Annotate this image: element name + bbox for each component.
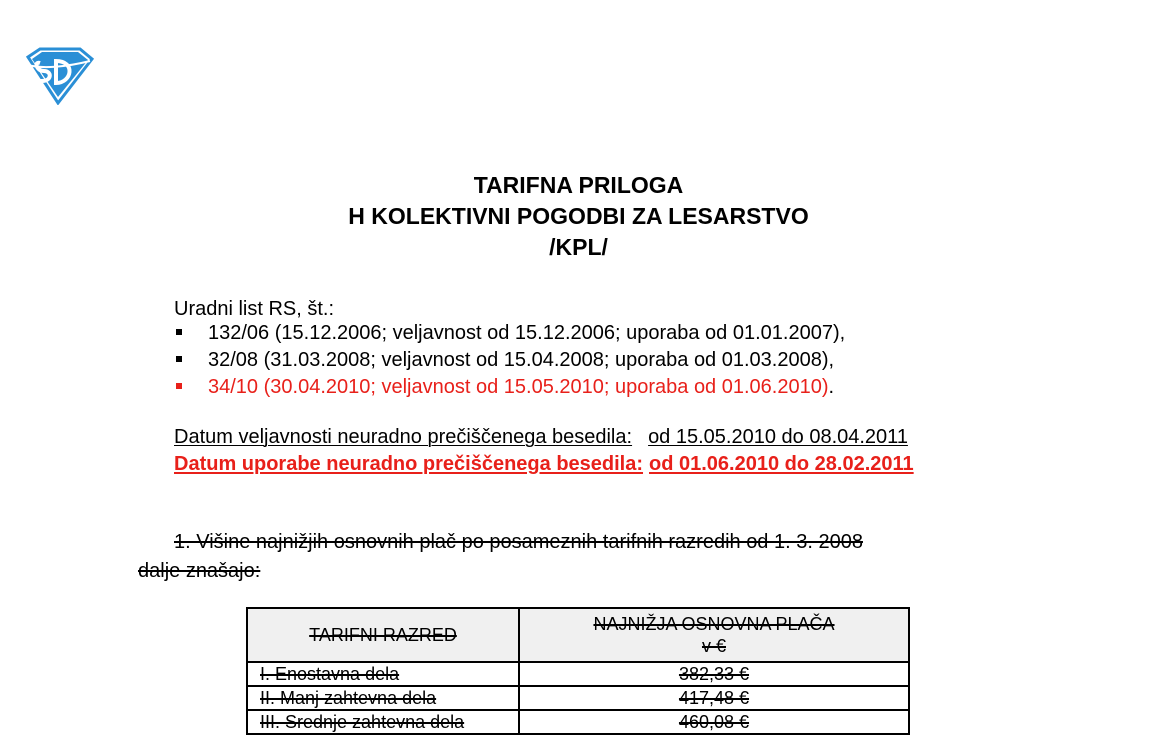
title-line-2: H KOLEKTIVNI POGODBI ZA LESARSTVO — [348, 203, 809, 229]
document-title — [0, 170, 1157, 263]
validity-value: od 15.05.2010 do 08.04.2011 — [648, 426, 908, 448]
table-row — [247, 710, 909, 734]
sd-diamond-logo-icon — [22, 47, 96, 105]
bullet-square-icon — [176, 383, 182, 389]
tariff-class-cell: I. Enostavna dela — [247, 662, 519, 686]
gazette-item-text: 32/08 (31.03.2008; veljavnost od 15.04.2008; uporaba od 01.03.2008), — [208, 349, 835, 371]
gazette-item — [174, 320, 845, 347]
paragraph-line-1: 1. Višine najnižjih osnovnih plač po posameznih tarifnih razredih od 1. 3. 2008 — [174, 531, 863, 553]
gazette-item-text: 132/06 (15.12.2006; veljavnost od 15.12.2006; uporaba od 01.01.2007), — [208, 322, 846, 344]
wage-cell: 382,33 € — [519, 662, 909, 686]
tariff-class-cell: III. Srednje zahtevna dela — [247, 710, 519, 734]
header-min-wage: NAJNIŽJA OSNOVNA PLAČA v € — [519, 608, 909, 662]
sd-logo — [22, 47, 96, 105]
use-value: od 01.06.2010 do 28.02.2011 — [649, 453, 914, 475]
gazette-list — [174, 320, 845, 401]
validity-label: Datum veljavnosti neuradno prečiščenega besedila: — [174, 426, 633, 448]
table-row — [247, 662, 909, 686]
table-row — [247, 686, 909, 710]
wage-cell: 417,48 € — [519, 686, 909, 710]
struck-paragraph — [138, 528, 998, 586]
title-line-3: /KPL/ — [549, 234, 608, 260]
header-tariff-class: TARIFNI RAZRED — [247, 608, 519, 662]
use-row — [174, 451, 914, 478]
gazette-item — [174, 347, 845, 374]
gazette-item — [174, 374, 845, 401]
gazette-intro: Uradni list RS, št.: — [174, 298, 335, 320]
gazette-item-suffix: . — [828, 376, 835, 398]
title-line-1: TARIFNA PRILOGA — [473, 172, 684, 198]
paragraph-line-2: dalje znašajo: — [138, 560, 261, 582]
bullet-square-icon — [176, 329, 182, 335]
dates-block — [174, 424, 914, 478]
wage-table — [246, 607, 910, 735]
gazette-item-text: 34/10 (30.04.2010; veljavnost od 15.05.2010; uporaba od 01.06.2010) — [208, 376, 829, 398]
table-header-row — [247, 608, 909, 662]
bullet-square-icon — [176, 356, 182, 362]
validity-row — [174, 424, 914, 451]
use-label: Datum uporabe neuradno prečiščenega besedila: — [174, 453, 644, 475]
tariff-class-cell: II. Manj zahtevna dela — [247, 686, 519, 710]
wage-cell: 460,08 € — [519, 710, 909, 734]
